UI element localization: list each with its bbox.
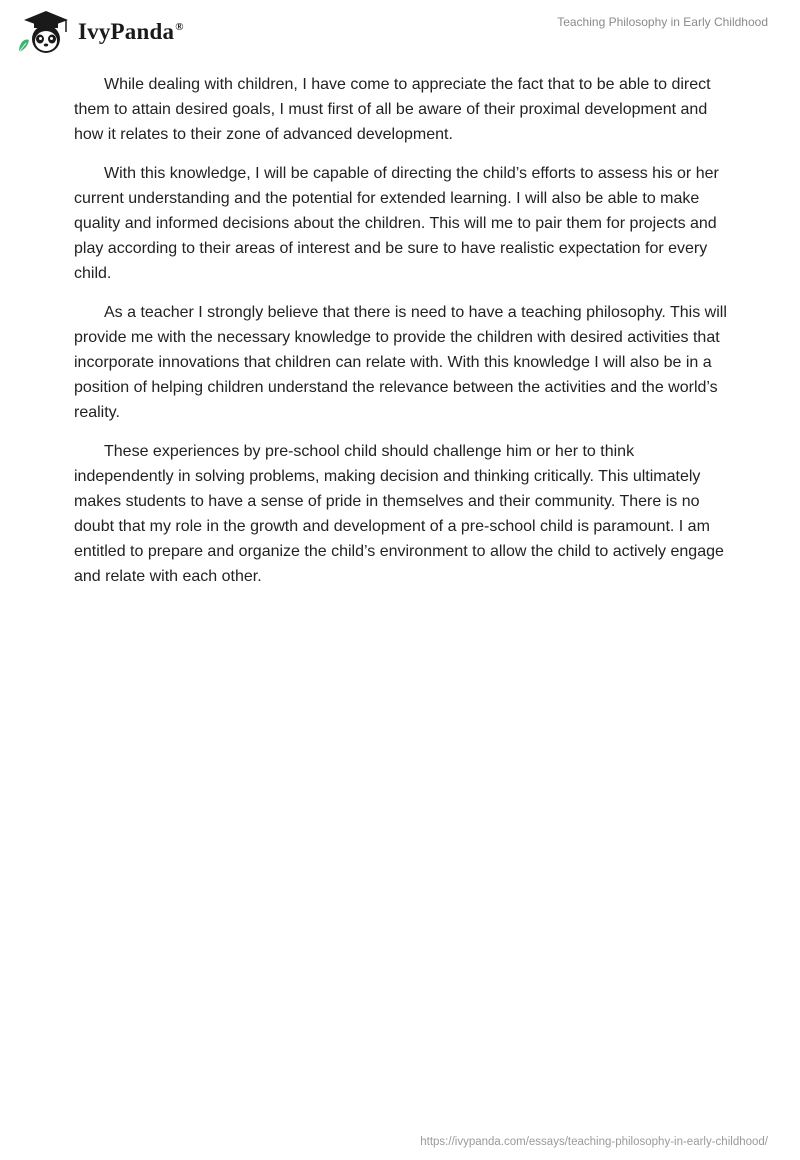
ivypanda-logo[interactable] xyxy=(16,8,184,56)
essay-body xyxy=(74,72,728,603)
paragraph: As a teacher I strongly believe that there is need to have a teaching philosophy. This will provide me with the necessary knowledge to provide the children with desired activities that incorporate innovations that children can relate with. With this knowledge I will also be in a position of helping children understand the relevance between the activities and the world’s reality. xyxy=(74,304,727,421)
source-url-link[interactable]: https://ivypanda.com/essays/teaching-philosophy-in-early-childhood/ xyxy=(420,1136,768,1148)
registered-mark: ® xyxy=(175,21,184,34)
paragraph: With this knowledge, I will be capable of directing the child’s efforts to assess his or her current understanding and the potential for extended learning. I will also be able to make quality and informed decisions about the children. This will me to pair them for projects and play according to their areas of interest and be sure to have realistic expectation for every child. xyxy=(74,165,719,282)
page-header xyxy=(0,0,800,64)
brand-name: IvyPanda® xyxy=(78,19,184,44)
panda-graduate-icon xyxy=(16,8,74,56)
paragraph: These experiences by pre-school child should challenge him or her to think independently in solving problems, making decision and thinking critically. This ultimately makes students to have a sense of pride in themselves and their community. There is no doubt that my role in the growth and development of a pre-school child is paramount. I am entitled to prepare and organize the child’s environment to allow the child to actively engage and relate with each other. xyxy=(74,443,724,585)
paragraph: While dealing with children, I have come to appreciate the fact that to be able to direct them to attain desired goals, I must first of all be aware of their proximal development and how it relates to their zone of advanced development. xyxy=(74,76,711,143)
document-title: Teaching Philosophy in Early Childhood xyxy=(557,15,768,29)
